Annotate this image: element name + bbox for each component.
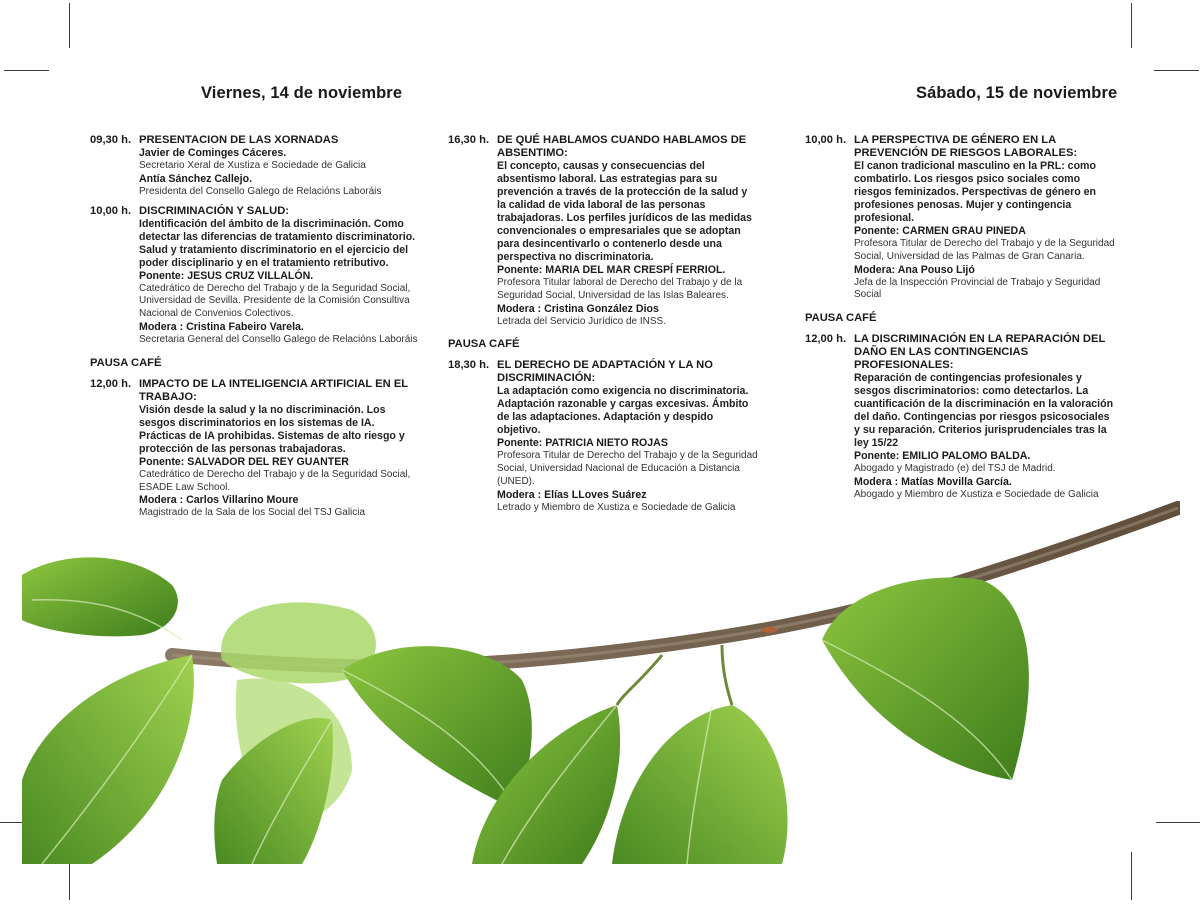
session-time: 10,00 h. (90, 204, 132, 217)
session-title: EL DERECHO DE ADAPTACIÓN Y LA NO DISCRIMINACIÓN: (497, 359, 713, 385)
session-18-30 (448, 359, 758, 514)
ponente: Ponente: JESUS CRUZ VILLALÓN. (139, 269, 314, 282)
leaf (22, 557, 178, 636)
session-title: DE QUÉ HABLAMOS CUANDO HABLAMOS DE ABSENTIMO: (497, 134, 747, 159)
session-10-00 (90, 205, 420, 347)
ponente: Ponente: PATRICIA NIETO ROJAS (497, 437, 668, 450)
ponente: Ponente: MARIA DEL MAR CRESPÍ FERRIOL. (497, 264, 726, 276)
ponente-affiliation: Profesora Titular de Derecho del Trabajo y de la Seguridad Social, Universidad Nacional de Educación a Distancia (UNED). (497, 450, 758, 487)
coffee-break: PAUSA CAFÉ (90, 356, 162, 369)
session-09-30 (90, 134, 420, 199)
session-description: La adaptación como exigencia no discriminatoria. Adaptación razonable y cargas excesivas. Ámbito de las adaptaciones. Adaptación y despido objetivo. (497, 385, 749, 437)
crop-mark (1131, 3, 1132, 48)
moderator: Modera : Elías LLoves Suárez (497, 488, 647, 501)
session-sat-12-00 (805, 333, 1115, 502)
session-time: 12,00 h. (805, 333, 847, 346)
leaf (342, 646, 532, 810)
session-time: 16,30 h. (448, 134, 490, 146)
coffee-break: PAUSA CAFÉ (448, 338, 520, 351)
moderator: Modera : Cristina Fabeiro Varela. (139, 320, 304, 333)
session-sat-10-00 (805, 134, 1115, 302)
ponente: Ponente: CARMEN GRAU PINEDA (854, 225, 1026, 237)
moderator: Modera : Carlos Villarino Moure (139, 494, 299, 507)
moderator: Modera : Cristina González Dios (497, 302, 659, 315)
ponente: Ponente: SALVADOR DEL REY GUANTER (139, 455, 349, 468)
day-title-friday: Viernes, 14 de noviembre (201, 84, 403, 102)
session-description: El canon tradicional masculino en la PRL: como combatirlo. Los riesgos psico sociales como riesgos feminizados. Perspectivas de género en profesiones penosas. Mujer y contingencia profesional. (854, 160, 1096, 224)
column-friday-morning (90, 134, 420, 526)
moderator: Modera: Ana Pouso Lijó (854, 263, 975, 276)
crop-mark (69, 3, 70, 48)
moderator-affiliation: Abogado y Miembro de Xustiza e Sociedade de Galicia (854, 488, 1099, 500)
leaf (22, 655, 194, 864)
leaf (612, 705, 788, 864)
leaf (214, 718, 333, 864)
ponente-affiliation: Catedrático de Derecho del Trabajo y de la Seguridad Social, Universidad de Sevilla. Presidente de la Comisión Consultiva Nacional de Convenios Colectivos. (139, 282, 411, 320)
session-title: IMPACTO DE LA INTELIGENCIA ARTIFICIAL EN EL TRABAJO: (139, 377, 408, 403)
session-title: LA DISCRIMINACIÓN EN LA REPARACIÓN DEL DAÑO EN LAS CONTINGENCIAS PROFESIONALES: (854, 333, 1106, 372)
ponente-affiliation: Catedrático de Derecho del Trabajo y de la Seguridad Social, ESADE Law School. (139, 468, 411, 493)
speaker-affiliation: Presidenta del Consello Galego de Relacións Laboráis (139, 185, 382, 197)
leaf (822, 578, 1029, 781)
ponente-affiliation: Profesora Titular de Derecho del Trabajo y de la Seguridad Social, Universidad de las Palmas de Gran Canaria. (854, 238, 1115, 262)
session-time: 12,00 h. (90, 377, 132, 390)
session-description: Identificación del ámbito de la discriminación. Como detectar las diferencias de tratamiento discriminatorio. Salud y tratamiento discriminatorio en el ejercicio del poder disciplinario y en el tratamiento retributivo. (139, 217, 416, 269)
session-time: 09,30 h. (90, 134, 132, 146)
speaker-name: Antía Sánchez Callejo. (139, 172, 253, 185)
session-description: El concepto, causas y consecuencias del absentismo laboral. Las estrategias para su prevención a través de la protección de la salud y la calidad de vida laboral de las personas trabajadoras. Los perfiles jurídicos de las medidas convencionales o empresariales que se adoptan para desincentivarlo o contenerlo desde una perspectiva no discriminatoria. (497, 160, 752, 263)
crop-mark (1154, 70, 1199, 71)
day-title-saturday: Sábado, 15 de noviembre (916, 84, 1118, 102)
speaker-affiliation: Secretario Xeral de Xustiza e Sociedade de Galicia (139, 160, 366, 171)
column-friday-afternoon (448, 134, 758, 521)
session-description: Reparación de contingencias profesionales y sesgos discriminatorios: como detectarlos. La cuantificación de la discriminación en la valoración del daño. Contingencias por riesgos psicosociales y su reparación. Criterios jurisprudenciales tras la ley 15/22 (854, 372, 1114, 450)
column-saturday (805, 134, 1115, 508)
moderator-affiliation: Secretaria General del Consello Galego de Relacións Laboráis (139, 333, 418, 345)
session-description: Visión desde la salud y la no discriminación. Los sesgos discriminatorios en los sistemas de IA. Prácticas de IA prohibidas. Sistemas de alto riesgo y protección de las personas trabajadoras. (139, 403, 405, 455)
session-time: 10,00 h. (805, 134, 847, 146)
moderator: Modera : Matías Movilla García. (854, 475, 1012, 488)
speaker-name: Javier de Cominges Cáceres. (139, 147, 287, 159)
moderator-affiliation: Magistrado de la Sala de los Social del TSJ Galicia (139, 507, 366, 519)
ponente-affiliation: Profesora Titular laboral de Derecho del Trabajo y de la Seguridad Social, Universidad de las Islas Baleares. (497, 277, 743, 301)
session-title: LA PERSPECTIVA DE GÉNERO EN LA PREVENCIÓN DE RIESGOS LABORALES: (854, 134, 1078, 159)
moderator-affiliation: Jefa de la Inspección Provincial de Trabajo y Seguridad Social (854, 276, 1101, 301)
session-16-30 (448, 134, 758, 328)
ponente: Ponente: EMILIO PALOMO BALDA. (854, 450, 1031, 463)
session-12-00 (90, 378, 420, 520)
moderator-affiliation: Letrado y Miembro de Xustiza e Sociedade de Galicia (497, 501, 736, 513)
crop-mark (4, 70, 49, 71)
session-title: DISCRIMINACIÓN Y SALUD: (139, 204, 290, 217)
session-time: 18,30 h. (448, 359, 490, 372)
session-title: PRESENTACION DE LAS XORNADAS (139, 134, 339, 146)
leafy-branch-illustration (22, 480, 1180, 864)
coffee-break: PAUSA CAFÉ (805, 312, 877, 325)
ponente-affiliation: Abogado y Magistrado (e) del TSJ de Madrid. (854, 463, 1056, 475)
moderator-affiliation: Letrada del Servicio Jurídico de INSS. (497, 315, 666, 327)
